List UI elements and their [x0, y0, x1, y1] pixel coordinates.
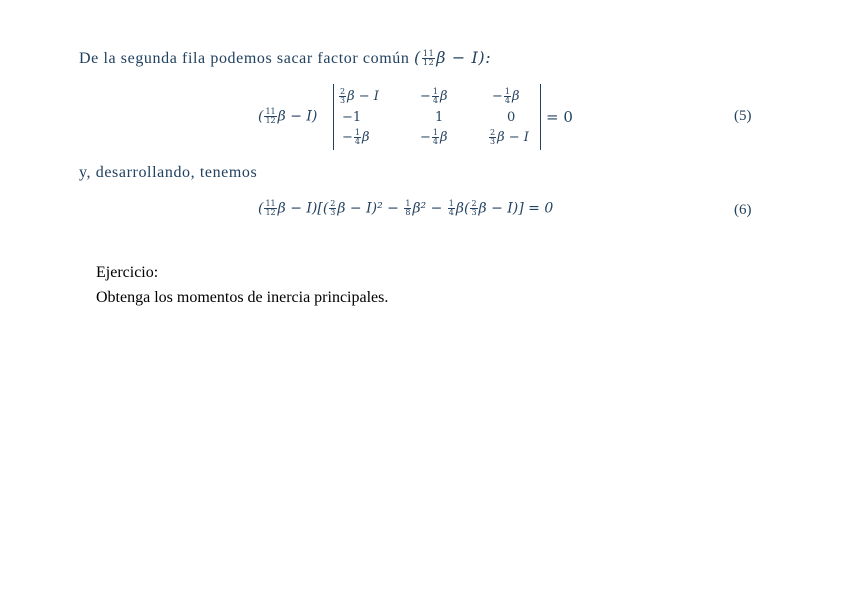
eq5-equals-zero: = 0 [546, 108, 573, 126]
matrix-cell-r1c2-num: 1 [432, 87, 438, 96]
matrix-cell-r1c3-num: 1 [504, 87, 510, 96]
eq6-frac4-den: 4 [448, 208, 454, 217]
scanned-textbook-excerpt [0, 0, 842, 240]
eq6-open: ( [258, 200, 264, 217]
matrix-cell-r3c1-den: 4 [354, 137, 360, 146]
matrix-cell-r3c2 [420, 129, 448, 146]
matrix-cell-r3c3-fraction [489, 129, 496, 146]
eq5-prefix-factor [258, 108, 317, 125]
matrix-cell-r1c1-fraction [339, 88, 346, 105]
eq6-part1: β − I)[( [277, 200, 329, 217]
matrix-cell-r3c3-tail: β − I [497, 130, 529, 145]
determinant-right-bar [540, 84, 541, 150]
eq6-part5: β − I)] = 0 [478, 200, 554, 217]
matrix-cell-r1c1-den: 3 [340, 96, 346, 105]
eq6-part2: β − I)² − [337, 200, 399, 217]
eq6-frac3 [404, 200, 411, 217]
matrix-cell-r3c1-num: 1 [354, 128, 360, 137]
matrix-cell-r1c3-fraction [504, 88, 511, 105]
matrix-cell-r1c2 [420, 88, 448, 105]
eq6-number-label: (6) [734, 202, 752, 218]
eq6-frac4-num: 1 [448, 199, 454, 208]
matrix-cell-r1c3-den: 4 [504, 96, 510, 105]
matrix-cell-r3c3-den: 3 [490, 137, 496, 146]
matrix-cell-r1c2-fraction [432, 88, 439, 105]
eq5-prefix-tail: β − I) [277, 108, 318, 125]
common-factor-open-paren: ( [414, 48, 421, 67]
matrix-cell-r3c3 [488, 129, 529, 146]
matrix-cell-r1c3 [492, 88, 520, 105]
matrix-cell-r1c2-lead: − [420, 89, 431, 104]
eq6-frac5 [470, 200, 477, 217]
eq5-prefix-frac-num: 11 [265, 107, 276, 116]
eq6-frac1 [264, 200, 276, 217]
matrix-cell-r3c1-fraction [354, 129, 361, 146]
common-factor-frac-num: 11 [422, 49, 435, 58]
eq6-frac2 [329, 200, 336, 217]
eq6-frac5-num: 2 [471, 199, 477, 208]
matrix-cell-r3c1-lead: − [342, 130, 353, 145]
matrix-cell-r3c2-lead: − [420, 130, 431, 145]
eq6-part4: β( [455, 200, 470, 217]
intro-sentence [79, 48, 491, 68]
matrix-cell-r3c1 [342, 129, 370, 146]
common-factor-frac-den: 12 [422, 58, 435, 67]
eq6-frac5-den: 3 [471, 208, 477, 217]
eq5-number-label: (5) [734, 108, 752, 124]
exercise-title: Ejercicio: [96, 264, 159, 281]
eq5-prefix-frac-den: 12 [265, 116, 276, 125]
matrix-cell-r3c3-num: 2 [490, 128, 496, 137]
eq6-frac3-num: 1 [405, 199, 411, 208]
matrix-cell-r1c3-lead: − [492, 89, 503, 104]
matrix-cell-r3c2-num: 1 [432, 128, 438, 137]
matrix-cell-r1c2-tail: β [440, 89, 448, 104]
matrix-cell-r1c3-tail: β [512, 89, 520, 104]
eq6-frac2-num: 2 [330, 199, 336, 208]
common-factor-tail: β − I): [436, 48, 492, 67]
expansion-sentence: y, desarrollando, tenemos [79, 164, 258, 181]
eq6-frac2-den: 3 [330, 208, 336, 217]
eq6-expression [258, 200, 553, 217]
eq5-prefix-fraction [264, 108, 276, 125]
matrix-cell-r3c2-fraction [432, 129, 439, 146]
matrix-cell-r1c1 [338, 88, 379, 105]
eq6-frac3-den: 8 [405, 208, 411, 217]
exercise-prompt: Obtenga los momentos de inercia principales. [96, 289, 389, 306]
matrix-cell-r1c1-num: 2 [340, 87, 346, 96]
matrix-cell-r1c1-tail: β − I [347, 89, 379, 104]
matrix-cell-r3c2-den: 4 [432, 137, 438, 146]
matrix-cell-r1c2-den: 4 [432, 96, 438, 105]
determinant-left-bar [333, 84, 334, 150]
matrix-cell-r2c3: 0 [507, 110, 516, 125]
intro-sentence-text: De la segunda fila podemos sacar factor común [79, 50, 410, 67]
eq6-part3: β² − [412, 200, 443, 217]
matrix-cell-r3c1-tail: β [362, 130, 370, 145]
matrix-cell-r2c2: 1 [435, 110, 444, 125]
eq6-frac1-den: 12 [265, 208, 276, 217]
matrix-cell-r3c2-tail: β [440, 130, 448, 145]
common-factor-expression [414, 48, 491, 67]
eq6-frac1-num: 11 [265, 199, 276, 208]
matrix-cell-r2c1: −1 [342, 110, 362, 125]
common-factor-fraction [422, 50, 435, 67]
eq5-prefix-open: ( [258, 108, 264, 125]
eq6-frac4 [448, 200, 455, 217]
